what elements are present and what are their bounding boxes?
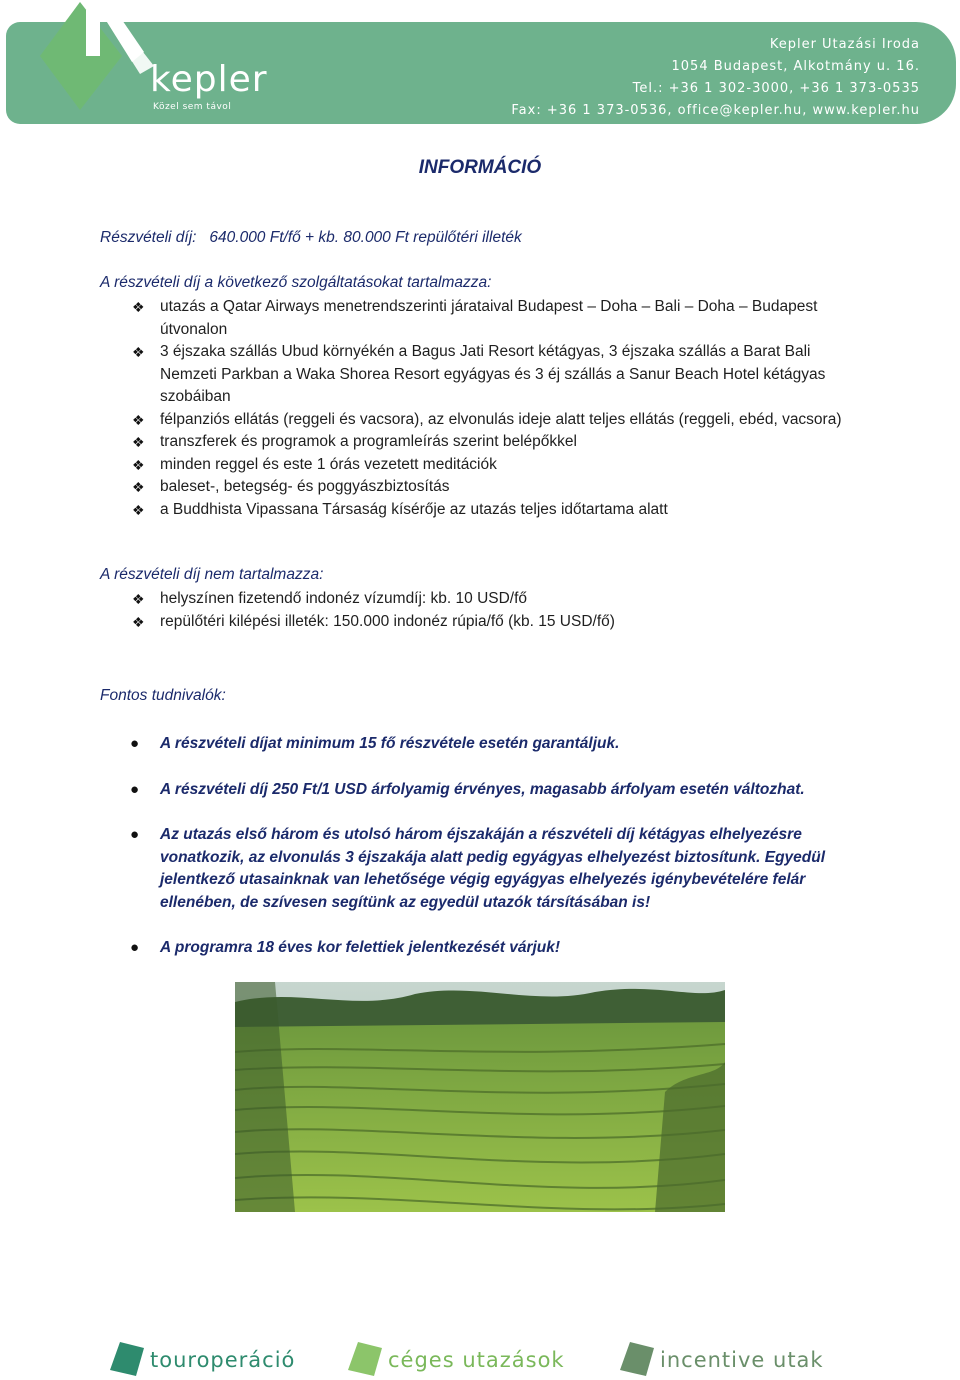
list-item: ❖ 3 éjszaka szállás Ubud környékén a Bagus Jati Resort kétágyas, 3 éjszaka szállás a Barat Bali Nemzeti Parkban a Waka Shorea Resort egyágyas és 3 éj szállás a Sanur Beach Hotel kétágyas szobáiban — [132, 343, 826, 405]
footer-ceges-utazasok — [348, 1340, 618, 1380]
excludes-list — [100, 588, 860, 633]
list-item: ● A részvételi díjat minimum 15 fő részvétele esetén garantáljuk. — [100, 733, 860, 756]
brand-tagline: Közel sem távol — [153, 102, 232, 112]
footer-diamond-icon — [620, 1342, 656, 1378]
contact-block — [511, 34, 920, 122]
footer-diamond-icon — [110, 1342, 146, 1378]
footer-incentive-utak — [620, 1340, 860, 1380]
footer-label: incentive utak — [660, 1348, 824, 1372]
agency-name: Kepler Utazási Iroda — [769, 37, 920, 52]
dot-bullet-icon: ● — [130, 780, 140, 798]
diamond-bullet-icon: ❖ — [132, 434, 145, 450]
list-item: ❖ félpanziós ellátás (reggeli és vacsora), az elvonulás ideje alatt teljes ellátás (reggeli, ebéd, vacsora) — [132, 410, 842, 428]
list-item: ❖ utazás a Qatar Airways menetrendszerinti járataival Budapest – Doha – Bali – Doha – Budapest útvonalon — [132, 298, 818, 338]
list-item: ● A programra 18 éves kor felettiek jelentkezését várjuk! — [100, 937, 860, 960]
kepler-logo-mark — [40, 0, 160, 110]
list-item: ● Az utazás első három és utolsó három éjszakáján a részvételi díj kétágyas elhelyezésre vonatkozik, az elvonulás 3 éjszakája alatt pedig egyágyas elhelyezést biztosítunk. Egyedül jelentkező utasainknak van lehetősége végig egyágyas elhelyezés igénybevételére felár ellenében, de szívesen segítünk az egyedül utazók társításában is! — [130, 826, 826, 911]
list-item: ❖ baleset-, betegség- és poggyászbiztosítás — [132, 478, 450, 495]
notes-list — [100, 733, 860, 983]
agency-fax-email-web: Fax: +36 1 373-0536, office@kepler.hu, www.kepler.hu — [511, 103, 920, 118]
dot-bullet-icon: ● — [130, 735, 140, 752]
excludes-heading: A részvételi díj nem tartalmazza: — [100, 566, 324, 583]
diamond-bullet-icon: ❖ — [132, 344, 145, 360]
diamond-bullet-icon: ❖ — [132, 411, 145, 428]
diamond-bullet-icon: ❖ — [132, 299, 145, 315]
list-item: ❖ minden reggel és este 1 órás vezetett meditációk — [132, 455, 497, 473]
notes-heading: Fontos tudnivalók: — [100, 687, 226, 704]
diamond-bullet-icon: ❖ — [132, 479, 145, 495]
agency-address: 1054 Budapest, Alkotmány u. 16. — [671, 59, 920, 74]
list-item: ❖ helyszínen fizetendő indonéz vízumdíj: kb. 10 USD/fő — [132, 590, 528, 607]
list-item: ❖ repülőtéri kilépési illeték: 150.000 indonéz rúpia/fő (kb. 15 USD/fő) — [132, 612, 615, 630]
footer-touroperacio — [110, 1340, 350, 1380]
diamond-bullet-icon: ❖ — [132, 501, 145, 518]
includes-heading: A részvételi díj a következő szolgáltatásokat tartalmazza: — [100, 274, 492, 291]
diamond-bullet-icon: ❖ — [132, 613, 145, 630]
list-item: ❖ a Buddhista Vipassana Társaság kísérője az utazás teljes időtartama alatt — [132, 500, 668, 518]
page-title: INFORMÁCIÓ — [418, 157, 542, 178]
rice-terrace-photo — [235, 982, 725, 1212]
list-item: ❖ transzferek és programok a programleírás szerint belépőkkel — [132, 433, 577, 450]
fee-line: Részvételi díj: 640.000 Ft/fő + kb. 80.000 Ft repülőtéri illeték — [100, 229, 522, 246]
diamond-bullet-icon: ❖ — [132, 591, 145, 607]
agency-phone: Tel.: +36 1 302-3000, +36 1 373-0535 — [632, 81, 920, 96]
dot-bullet-icon: ● — [130, 826, 140, 843]
dot-bullet-icon: ● — [130, 939, 140, 956]
diamond-bullet-icon: ❖ — [132, 456, 145, 473]
footer-label: touroperáció — [150, 1348, 296, 1372]
footer-label: céges utazások — [388, 1348, 565, 1372]
list-item: ● A részvételi díj 250 Ft/1 USD árfolyamig érvényes, magasabb árfolyam esetén változhat. — [100, 779, 860, 802]
brand-name: kepler — [150, 59, 268, 100]
includes-list — [100, 296, 860, 521]
footer-diamond-icon — [348, 1342, 384, 1378]
